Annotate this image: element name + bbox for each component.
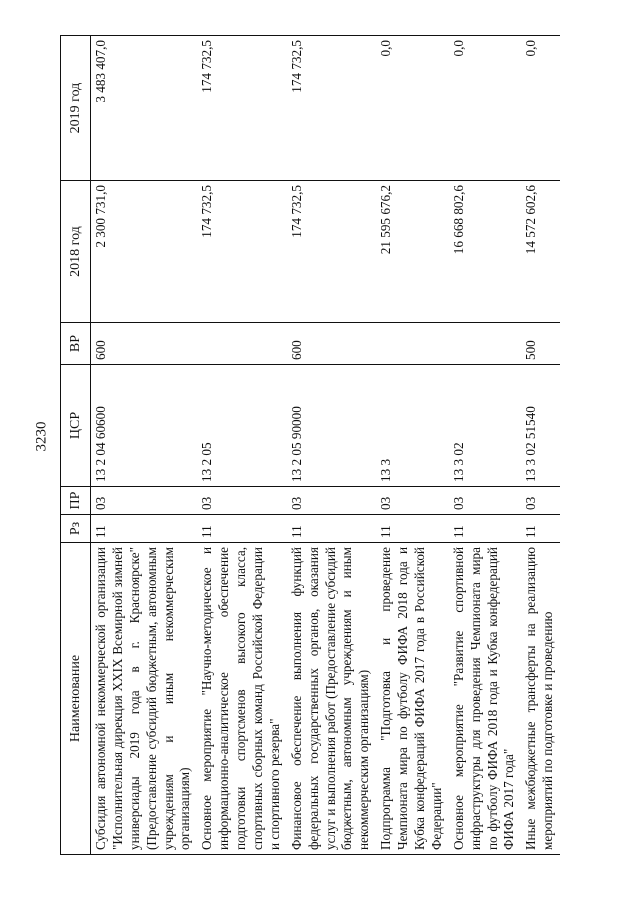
table-row bbox=[287, 36, 376, 855]
table-row bbox=[521, 36, 560, 855]
row-rz: 11 bbox=[521, 515, 560, 543]
row-2018: 174 732,5 bbox=[197, 181, 286, 323]
row-2018: 21 595 676,2 bbox=[376, 181, 449, 323]
row-pr: 03 bbox=[449, 487, 522, 515]
row-2019: 0,0 bbox=[376, 36, 449, 181]
row-csr: 13 3 bbox=[376, 365, 449, 487]
row-vr bbox=[376, 323, 449, 365]
row-vr bbox=[197, 323, 286, 365]
row-pr: 03 bbox=[91, 487, 198, 515]
budget-table bbox=[60, 35, 560, 855]
row-csr: 13 3 02 51540 bbox=[521, 365, 560, 487]
table-row bbox=[91, 36, 198, 855]
table-row bbox=[376, 36, 449, 855]
row-2018: 14 572 602,6 bbox=[521, 181, 560, 323]
row-2019: 3 483 407,0 bbox=[91, 36, 198, 181]
page-number: 3230 bbox=[33, 421, 50, 452]
row-vr: 600 bbox=[287, 323, 376, 365]
row-rz: 11 bbox=[376, 515, 449, 543]
header-vr: ВР bbox=[61, 323, 91, 365]
table-header-row bbox=[61, 36, 91, 855]
header-rz: Рз bbox=[61, 515, 91, 543]
row-pr: 03 bbox=[287, 487, 376, 515]
row-name: Подпрограмма "Подготовка и проведение Чемпионата мира по футболу ФИФА 2018 года и Кубка конфедераций ФИФА 2017 года в Российской Федерации" bbox=[376, 543, 449, 855]
row-csr: 13 2 04 60600 bbox=[91, 365, 198, 487]
row-csr: 13 3 02 bbox=[449, 365, 522, 487]
header-2018: 2018 год bbox=[61, 181, 91, 323]
row-rz: 11 bbox=[91, 515, 198, 543]
row-2019: 0,0 bbox=[449, 36, 522, 181]
row-2018: 2 300 731,0 bbox=[91, 181, 198, 323]
row-rz: 11 bbox=[197, 515, 286, 543]
row-pr: 03 bbox=[521, 487, 560, 515]
row-rz: 11 bbox=[449, 515, 522, 543]
row-2019: 174 732,5 bbox=[197, 36, 286, 181]
row-2019: 0,0 bbox=[521, 36, 560, 181]
header-pr: ПР bbox=[61, 487, 91, 515]
row-name: Финансовое обеспечение выполнения функций федеральных государственных органов, оказания услуг и выполнения работ (Предоставление субсидий бюджетным, автономным учреждениям и иным некоммерческим организациям) bbox=[287, 543, 376, 855]
row-vr bbox=[449, 323, 522, 365]
row-rz: 11 bbox=[287, 515, 376, 543]
table-row bbox=[197, 36, 286, 855]
row-pr: 03 bbox=[197, 487, 286, 515]
row-2018: 174 732,5 bbox=[287, 181, 376, 323]
row-pr: 03 bbox=[376, 487, 449, 515]
table-row bbox=[449, 36, 522, 855]
header-csr: ЦСР bbox=[61, 365, 91, 487]
header-name: Наименование bbox=[61, 543, 91, 855]
row-name: Иные межбюджетные трансферты на реализацию мероприятий по подготовке и проведению bbox=[521, 543, 560, 855]
row-vr: 600 bbox=[91, 323, 198, 365]
row-name: Основное мероприятие "Развитие спортивной инфраструктуры для проведения Чемпионата мира по футболу ФИФА 2018 года и Кубка конфедераций ФИФА 2017 года" bbox=[449, 543, 522, 855]
row-csr: 13 2 05 bbox=[197, 365, 286, 487]
header-2019: 2019 год bbox=[61, 36, 91, 181]
row-2019: 174 732,5 bbox=[287, 36, 376, 181]
row-csr: 13 2 05 90000 bbox=[287, 365, 376, 487]
row-2018: 16 668 802,6 bbox=[449, 181, 522, 323]
row-name: Основное мероприятие "Научно-методическое и информационно-аналитическое обеспечение подготовки спортсменов высокого класса, спортивных сборных команд Российской Федерации и спортивного резерва" bbox=[197, 543, 286, 855]
row-vr: 500 bbox=[521, 323, 560, 365]
row-name: Субсидия автономной некоммерческой организации "Исполнительная дирекция XXIX Всемирной зимней универсиады 2019 года в г. Красноярске" (Предоставление субсидий бюджетным, автономным учреждениям и иным некоммерческим организациям) bbox=[91, 543, 198, 855]
